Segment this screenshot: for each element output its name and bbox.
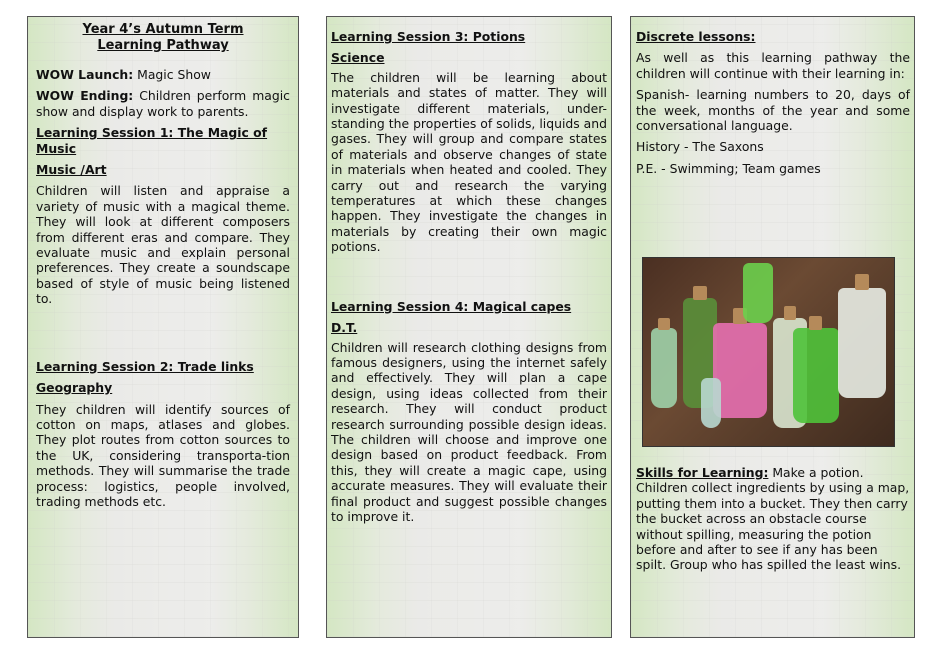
wow-ending xyxy=(36,88,290,119)
spanish-lesson: Spanish- learning numbers to 20, days of the week, months of the year and some conversational language. xyxy=(636,87,910,134)
session3-title: Learning Session 3: Potions xyxy=(331,29,526,44)
session2-title: Learning Session 2: Trade links xyxy=(36,358,254,374)
session1-subject: Music /Art xyxy=(36,162,107,178)
session4-title: Learning Session 4: Magical capes xyxy=(331,298,572,314)
wow-ending-label: WOW Ending: xyxy=(36,88,134,104)
skills-for-learning xyxy=(636,465,911,573)
session4-text: Children will research clothing designs from famous designers, using the internet safely and effectively. They will plan a cape design, using ideas collected from their research. They will conduct product research surrounding possible design ideas. The children will choose and improve one design based on product feedback. From this, they will create a magic cape, using accurate measures. They will evaluate their final product and suggest possible changes to improve it. xyxy=(331,339,607,524)
pe-lesson: P.E. - Swimming; Team games xyxy=(636,160,821,176)
title-line-1: Year 4’s Autumn Term xyxy=(82,22,244,37)
skills-label: Skills for Learning: xyxy=(636,465,769,480)
skills-text: Make a potion. Children collect ingredients by using a map, putting them into a bucket. They then carry the bucket across an obstacle course without spilling, measuring the potion before and after to see if any has been spilt. Group who has spilled the least wins. xyxy=(636,465,910,573)
title-line-2: Learning Pathway xyxy=(97,38,229,53)
panel-middle xyxy=(326,16,612,638)
session1-title: Learning Session 1: The Magic of Music xyxy=(36,125,268,156)
history-lesson: History - The Saxons xyxy=(636,139,764,155)
session3-subject: Science xyxy=(331,50,385,66)
session2-subject: Geography xyxy=(36,380,113,396)
wow-launch-label: WOW Launch: xyxy=(36,67,134,82)
session3-text: The children will be learning about materials and states of matter. They will investigate different materials, under-standing the properties of solids, liquids and gases. They will group and compare states of materials and observe changes of state in materials when heated and cooled. They carry out and research the varying temperatures at which these changes happen. They investigate the changes in materials by creating their own magic potions. xyxy=(331,69,607,255)
wow-launch xyxy=(36,67,290,82)
panel-left xyxy=(27,16,299,638)
pathway-title xyxy=(36,22,290,54)
discrete-intro: As well as this learning pathway the children will continue with their learning in: xyxy=(636,50,910,81)
potion-bottles-photo xyxy=(642,257,895,447)
wow-ending-text: Children perform magic show and display work to parents. xyxy=(36,88,290,119)
wow-launch-text: Magic Show xyxy=(133,67,211,82)
discrete-title: Discrete lessons: xyxy=(636,29,756,44)
session2-text: They children will identify sources of cotton on maps, atlases and globes. They plot routes from cotton sources to the UK, considering transporta-tion methods. They will summarise the trade process: logistics, people involved, trading methods etc. xyxy=(36,401,290,509)
panel-right xyxy=(630,16,915,638)
session1-text: Children will listen and appraise a variety of music with a magical theme. They will look at different composers from different eras and compare. They evaluate music and explain personal preferences. They create a soundscape based of style of music being listened to. xyxy=(36,183,290,307)
session4-subject: D.T. xyxy=(331,320,358,336)
